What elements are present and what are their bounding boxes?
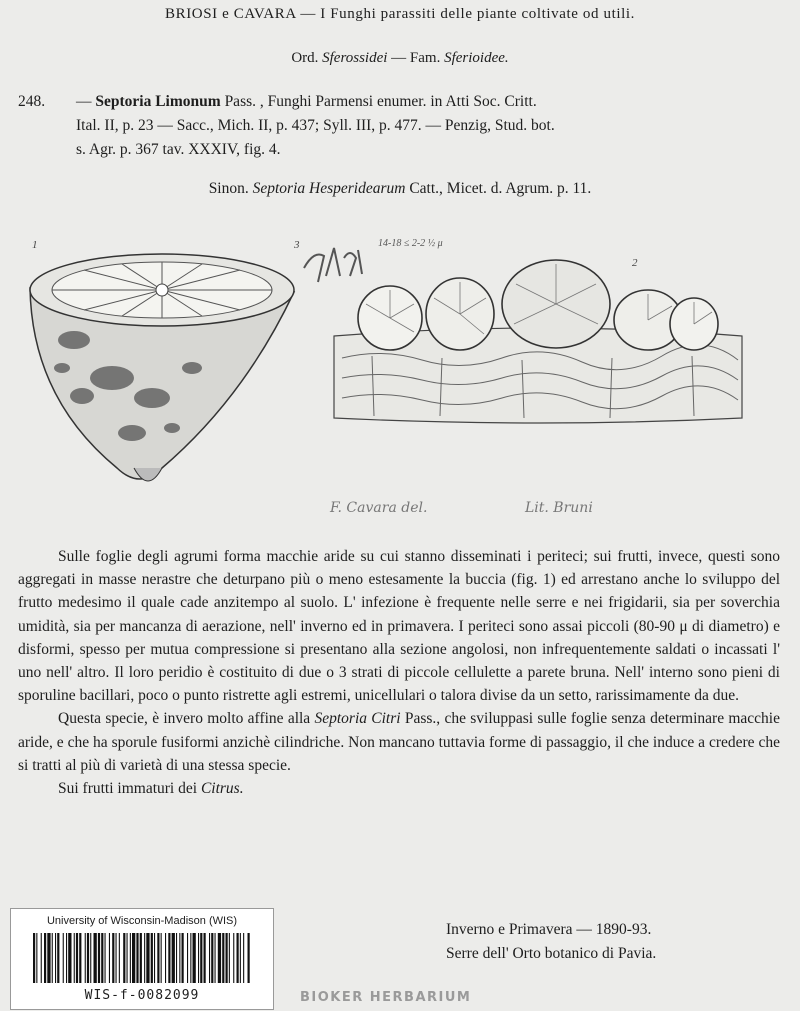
synonym-name: Septoria Hesperidearum <box>252 180 406 197</box>
figure-1-number: 1 <box>32 239 38 251</box>
barcode-bar <box>55 933 56 983</box>
barcode-bar <box>248 933 250 983</box>
spore-size-annotation: 14-18 ≤ 2-2 ½ μ <box>378 238 443 249</box>
barcode-bar <box>63 933 64 983</box>
entry-number: 248. <box>18 93 46 110</box>
species-name: Septoria Limonum <box>95 93 221 110</box>
barcode-bar <box>85 933 86 983</box>
plate-credit-lithographer: Lit. Bruni <box>525 500 593 516</box>
barcode-bar <box>87 933 89 983</box>
paragraph-3-start: Sui frutti immaturi dei <box>58 780 198 798</box>
order-name: Sferossidei <box>322 50 388 66</box>
figure-3-spores <box>304 248 362 282</box>
barcode-bar <box>136 933 138 983</box>
barcode-bar <box>209 933 210 983</box>
barcode-bar <box>105 933 106 983</box>
barcode-bar <box>168 933 170 983</box>
barcode-bar <box>226 933 228 983</box>
header-title: BRIOSI e CAVARA — I Funghi parassiti delle piante coltivate od utili. <box>165 6 635 22</box>
figure-3-number: 3 <box>294 239 300 251</box>
barcode-bar <box>190 933 191 983</box>
barcode-bar <box>204 933 206 983</box>
family-separator: — Fam. <box>391 50 441 66</box>
plate-credit-artist: F. Cavara del. <box>330 500 428 516</box>
barcode-bar <box>193 933 196 983</box>
paragraph-2-species: Septoria Citri <box>314 710 401 728</box>
description-paragraph-1: Sulle foglie degli agrumi forma macchie aride su cui stanno disseminati i periteci; sui frutti, invece, questi sono aggregati in masse nerastre che deturpano più o meno estesamente la buccia (fig. 1) ed arrestano anche lo sviluppo del frutto medesimo il quale cade anzitempo al suolo. L' infezione è frequente nelle serre e nei frigidarii, sia per soverchia umidità, sia per mancanza di aerazione, nell' inverno ed in primavera. I periteci sono assai piccoli (80-90 μ di diametro) e disformi, spesso per mutua compressione si presentano alla sezione angolosi, non infrequentemente saldati o incassati l' uno nell' altro. Il loro peridio è costituito di due o 3 strati di piccole cellulette a parete bruna. Nell' interno sono pieni di sporuline bacillari, poco o punto ristrette agli estremi, unicellulari o talora divise da un setto, rarissimamente da due. <box>18 548 780 705</box>
description-paragraph-2 <box>18 707 780 777</box>
figure-2-section <box>334 260 742 423</box>
barcode-bar <box>222 933 224 983</box>
barcode-bar <box>140 933 142 983</box>
barcode-bar <box>90 933 91 983</box>
paragraph-2-rest: Pass., che sviluppasi sulle foglie senza determinare macchie aride, e che ha sporule fusiformi anzichè cilindriche. Non mancano tuttavia forme di passaggio, il che induce a credere che si tratti al più di varietà di una stessa specie. <box>18 710 780 774</box>
order-prefix: Ord. <box>291 50 319 66</box>
barcode-bar <box>229 933 230 983</box>
barcode-bar <box>119 933 120 983</box>
barcode-bar <box>157 933 159 983</box>
barcode-bar <box>172 933 175 983</box>
barcode-icon <box>33 933 251 983</box>
collection-place: Serre dell' Orto botanico di Pavia. <box>446 945 657 962</box>
barcode-bar <box>144 933 145 983</box>
barcode-bar <box>176 933 177 983</box>
taxonomy-line <box>0 50 800 67</box>
barcode-bar <box>79 933 81 983</box>
barcode-bar <box>109 933 110 983</box>
synonym-prefix: Sinon. <box>208 180 249 197</box>
barcode-bar <box>211 933 213 983</box>
figure-1-lemon <box>30 254 294 481</box>
page-header <box>0 6 800 23</box>
barcode-bar <box>154 933 155 983</box>
synonym-citation: Catt., Micet. d. Agrum. p. 11. <box>409 180 592 197</box>
collection-season: Inverno e Primavera — 1890-93. <box>446 921 652 938</box>
barcode-bar <box>187 933 188 983</box>
barcode-bar <box>112 933 114 983</box>
barcode-bar <box>98 933 100 983</box>
barcode-bar <box>146 933 149 983</box>
plate-drawing <box>22 228 762 528</box>
barcode-bar <box>215 933 216 983</box>
barcode-bar <box>130 933 131 983</box>
description-paragraph-3 <box>18 777 780 800</box>
barcode-bar <box>36 933 37 983</box>
synonym-line <box>0 180 800 198</box>
barcode-bar <box>68 933 71 983</box>
barcode-bar <box>66 933 67 983</box>
barcode-bar <box>94 933 97 983</box>
barcode-bar <box>233 933 234 983</box>
barcode-bar <box>182 933 184 983</box>
barcode-bar <box>33 933 35 983</box>
barcode-bar <box>41 933 42 983</box>
barcode-bar <box>127 933 128 983</box>
barcode-bar <box>161 933 162 983</box>
barcode-bar <box>179 933 180 983</box>
barcode-bar <box>101 933 103 983</box>
citation-line-2: Ital. II, p. 23 — Sacc., Mich. II, p. 437; Syll. III, p. 477. — Penzig, Stud. bot. <box>76 117 555 134</box>
barcode-bar <box>57 933 59 983</box>
herbarium-stamp: BIOKER HERBARIUM <box>300 990 472 1005</box>
barcode-bar <box>200 933 202 983</box>
barcode-bar <box>47 933 50 983</box>
barcode-bar <box>165 933 166 983</box>
barcode-bar <box>76 933 78 983</box>
barcode-bar <box>218 933 221 983</box>
citation-line-1: Pass. , Funghi Parmensi enumer. in Atti Soc. Critt. <box>224 93 537 110</box>
specimen-code: WIS-f-0082099 <box>84 988 200 1003</box>
paragraph-2-start: Questa specie, è invero molto affine alla <box>58 710 311 728</box>
entry-dash: — <box>76 93 92 110</box>
barcode-bar <box>123 933 125 983</box>
illustration-plate <box>22 228 762 528</box>
barcode-bar <box>52 933 53 983</box>
barcode-bar <box>151 933 153 983</box>
figure-2-number: 2 <box>632 257 638 269</box>
citation-line-3: s. Agr. p. 367 tav. XXXIV, fig. 4. <box>76 141 281 158</box>
barcode-bar <box>237 933 239 983</box>
locality-block <box>446 918 656 966</box>
barcode-label <box>10 908 274 1010</box>
description-text <box>18 545 780 800</box>
barcode-bar <box>132 933 135 983</box>
barcode-bar <box>243 933 244 983</box>
barcode-bar <box>240 933 241 983</box>
institution-name: University of Wisconsin-Madison (WIS) <box>46 915 238 927</box>
barcode-bar <box>74 933 75 983</box>
family-name: Sferioidee. <box>444 50 509 66</box>
barcode-bar <box>198 933 199 983</box>
paragraph-3-genus: Citrus. <box>200 780 244 798</box>
species-entry <box>18 90 778 162</box>
barcode-bar <box>116 933 117 983</box>
barcode-bar <box>44 933 46 983</box>
